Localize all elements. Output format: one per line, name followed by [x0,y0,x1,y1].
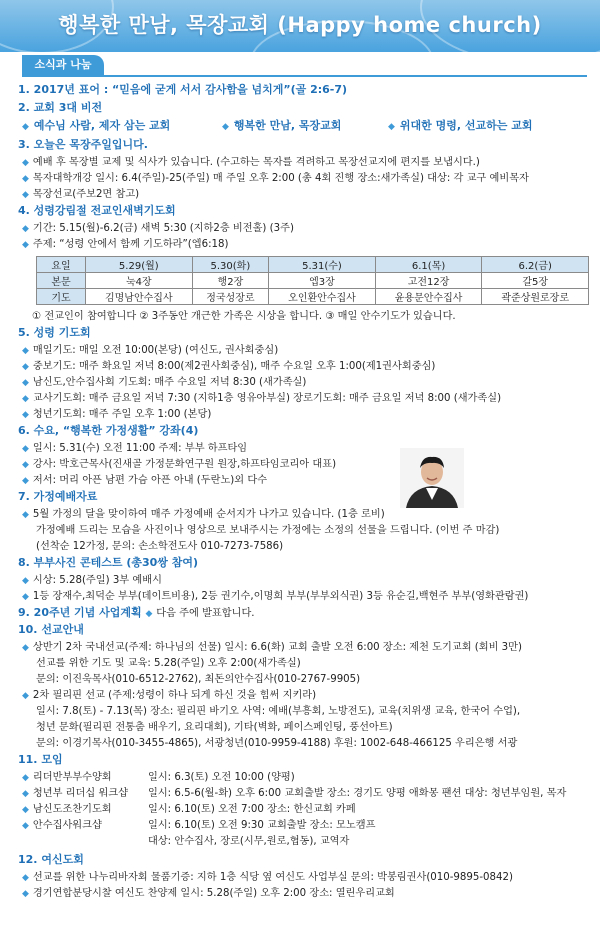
list-text: 문의: 이진욱목사(010-6512-2762), 최돈의안수집사(010-2767-9905) [36,674,361,685]
list-item: ◆ 저서: 머리 아픈 남편 가슴 아픈 아내 (두란노)외 다수 [22,475,268,486]
meeting-detail: 일시: 6.3(토) 오전 10:00 (양평) [148,772,295,783]
heading-spirit-prayer: 5. 성령 기도회 [18,326,91,339]
table-row-label: 기도 [37,289,86,305]
table-cell: 엡3장 [269,273,376,289]
meeting-detail: 대상: 안수집사, 장로(시무,원로,협동), 교역자 [148,836,350,847]
list-text: (선착순 12가정, 문의: 손소학전도사 010-7273-7586) [36,541,284,552]
diamond-bullet-icon: ◆ [22,224,29,234]
list-item: ◆ 예배 후 목장별 교제 및 식사가 있습니다. (수고하는 목자를 격려하고 목장선교지에 편지를 보냅시다.) [22,157,480,168]
diamond-bullet-icon: ◆ [22,773,29,783]
table-cell: 행2장 [192,273,269,289]
vision-text: 위대한 명령, 선교하는 교회 [399,119,533,132]
diamond-bullet-icon: ◆ [22,394,29,404]
meeting-detail: 일시: 6.10(토) 오전 9:30 교회출발 장소: 모노캠프 [148,820,376,831]
table-cell: 정국성장로 [192,289,269,305]
page-title: 행복한 만남, 목장교회 (Happy home church) [58,13,542,37]
heading-meetings: 11. 모임 [18,753,63,766]
list-text: 가정예배 드리는 모습을 사진이나 영상으로 보내주시는 가정에는 소정의 선물을 드립니다. (이번 주 마감) [36,525,500,536]
list-item: ◆ 기간: 5.15(월)-6.2(금) 새벽 5:30 (지하2층 비전홀) (3주) [22,223,294,234]
vision-item [22,117,170,133]
table-cell: 고전12장 [375,273,482,289]
table-header-cell: 5.29(월) [86,257,193,273]
diamond-bullet-icon: ◆ [222,122,229,132]
diamond-bullet-icon: ◆ [22,158,29,168]
list-item: ◆ 청년기도회: 매주 주일 오후 1:00 (본당) [22,409,212,420]
heading-women: 12. 여신도회 [18,853,84,866]
diamond-bullet-icon: ◆ [22,576,29,586]
diamond-bullet-icon: ◆ [22,789,29,799]
meeting-item: ◆ 안수집사워크샵 [22,820,102,831]
list-item: ◆ 중보기도: 매주 화요일 저녁 8:00(제2권사회중심), 매주 수요일 오후 1:00(제1권사회중심) [22,361,436,372]
meeting-item: ◆ 청년부 리더십 워크샵 [22,788,128,799]
schedule-note: ① 전교인이 참여합니다 ② 3주동안 개근한 가족은 시상을 합니다. ③ 매일 안수기도가 있습니다. [32,311,456,322]
table-header-cell: 6.1(목) [375,257,482,273]
vision-item [222,117,341,133]
meeting-detail: 일시: 6.10(토) 오전 7:00 장소: 한신교회 카페 [148,804,356,815]
diamond-bullet-icon: ◆ [22,240,29,250]
heading-family-worship: 7. 가정예배자료 [18,490,98,503]
list-item: ◆ 2차 필리핀 선교 (주제:성령이 하나 되게 하신 것을 힘써 지키라) [22,690,317,701]
list-text: 선교를 위한 기도 및 교육: 5.28(주일) 오후 2:00(새가족실) [36,658,301,669]
list-item: ◆ 5월 가정의 달을 맞이하여 매주 가정예배 순서지가 나가고 있습니다. (1층 로비) [22,509,385,520]
table-cell: 윤용문안수집사 [375,289,482,305]
heading-anniversary: 9. 20주년 기념 사업계획 ◆ 다음 주에 발표합니다. [18,606,255,619]
vision-text: 행복한 만남, 목장교회 [233,119,342,132]
heading-dawn-prayer: 4. 성령강림절 전교인새벽기도회 [18,204,176,217]
list-item: ◆ 교사기도회: 매주 금요일 저녁 7:30 (지하1층 영유아부실) 장로기도회: 매주 금요일 저녁 8:00 (새가족실) [22,393,502,404]
diamond-bullet-icon: ◆ [22,362,29,372]
list-item: ◆ 일시: 5.31(수) 오전 11:00 주제: 부부 하프타임 [22,443,248,454]
table-row [37,289,589,305]
diamond-bullet-icon: ◆ [22,592,29,602]
heading-vision: 2. 교회 3대 비전 [18,101,103,114]
diamond-bullet-icon: ◆ [22,122,29,132]
meeting-detail: 일시: 6.5-6(월-화) 오후 6:00 교회출발 장소: 경기도 양평 애화몽 팬션 대상: 청년부임원, 목자 [148,788,567,799]
list-text: 문의: 이경기목사(010-3455-4865), 서광청년(010-9959-4188) 후원: 1002-648-466125 우리은행 서광 [36,738,518,749]
heading-family-lecture: 6. 수요, “행복한 가정생활” 강좌(4) [18,424,199,437]
list-item: ◆ 매일기도: 매일 오전 10:00(본당) (여신도, 권사회중심) [22,345,279,356]
diamond-bullet-icon: ◆ [22,460,29,470]
diamond-bullet-icon: ◆ [388,122,395,132]
list-item: ◆ 주제: “성령 안에서 함께 기도하라”(엡6:18) [22,239,229,250]
table-row-label: 본문 [37,273,86,289]
heading-photo-contest: 8. 부부사진 콘테스트 (총30쌍 참여) [18,556,199,569]
diamond-bullet-icon: ◆ [22,643,29,653]
person-portrait-icon [400,448,464,508]
table-cell: 눅4장 [86,273,193,289]
table-row [37,273,589,289]
table-cell: 갈5장 [482,273,589,289]
table-header-cell: 5.31(수) [269,257,376,273]
heading-theme: 1. 2017년 표어 : “믿음에 굳게 서서 감사함을 넘치게”(골 2:6-7) [18,83,348,96]
diamond-bullet-icon: ◆ [22,444,29,454]
table-cell: 곽준상원로장로 [482,289,589,305]
table-cell: 오인환안수집사 [269,289,376,305]
diamond-bullet-icon: ◆ [22,805,29,815]
list-item: ◆ 경기연합분당시찰 여신도 찬양제 일시: 5.28(주일) 오후 2:00 장소: 열린우리교회 [22,888,395,899]
list-item: ◆ 1등 장재수,최덕순 부부(데이트비용), 2등 권기수,이명희 부부(부부외식권) 3등 유순길,백현주 부부(영화관람권) [22,591,529,602]
section-tab: 소식과 나눔 [22,55,104,75]
diamond-bullet-icon: ◆ [22,889,29,899]
heading-mokjang: 3. 오늘은 목장주일입니다. [18,138,148,151]
vision-text: 예수님 사람, 제자 삼는 교회 [33,119,171,132]
table-header-cell: 요일 [37,257,86,273]
table-header-cell: 5.30(화) [192,257,269,273]
table-header-cell: 6.2(금) [482,257,589,273]
diamond-bullet-icon: ◆ [22,476,29,486]
list-item: ◆ 남신도,안수집사회 기도회: 매주 수요일 저녁 8:30 (새가족실) [22,377,307,388]
list-text: 청년 문화(필리핀 전통춤 배우기, 요리대회), 기타(벽화, 페이스페인팅, 풍선아트) [36,722,393,733]
meeting-item: ◆ 리더반부부수양회 [22,772,112,783]
speaker-photo [400,448,464,508]
list-item: ◆ 목자대학개강 일시: 6.4(주일)-25(주일) 매 주일 오후 2:00 (총 4회 진행 장소:새가족실) 대상: 각 교구 예비목자 [22,173,529,184]
list-item: ◆ 강사: 박호근목사(진새골 가정문화연구원 원장,하프타임코리아 대표) [22,459,337,470]
vision-item [388,117,532,133]
diamond-bullet-icon: ◆ [22,691,29,701]
diamond-bullet-icon: ◆ [22,410,29,420]
diamond-bullet-icon: ◆ [22,821,29,831]
diamond-bullet-icon: ◆ [22,873,29,883]
heading-mission: 10. 선교안내 [18,623,84,636]
prayer-schedule-table [36,256,589,305]
diamond-bullet-icon: ◆ [22,378,29,388]
section-divider [22,75,587,77]
list-item: ◆ 선교를 위한 나누리바자회 물품기증: 지하 1층 식당 옆 여신도 사업부실 문의: 박봉림권사(010-9895-0842) [22,872,513,883]
diamond-bullet-icon: ◆ [22,190,29,200]
list-text: 일시: 7.8(토) - 7.13(목) 장소: 필리핀 바기오 사역: 예배(부흥회, 노방전도), 교육(치위생 교육, 한국어 수업), [36,706,521,717]
meeting-item: ◆ 남신도조찬기도회 [22,804,112,815]
list-item: ◆ 시상: 5.28(주일) 3부 예배시 [22,575,162,586]
diamond-bullet-icon: ◆ [22,510,29,520]
list-item: ◆ 상반기 2차 국내선교(주제: 하나님의 선물) 일시: 6.6(화) 교회 출발 오전 6:00 장소: 제천 도기교회 (회비 3만) [22,642,522,653]
diamond-bullet-icon: ◆ [145,609,153,619]
list-item: ◆ 목장선교(주보2면 참고) [22,189,140,200]
diamond-bullet-icon: ◆ [22,346,29,356]
table-header-row [37,257,589,273]
header-banner [0,0,600,52]
diamond-bullet-icon: ◆ [22,174,29,184]
table-cell: 김명남안수집사 [86,289,193,305]
